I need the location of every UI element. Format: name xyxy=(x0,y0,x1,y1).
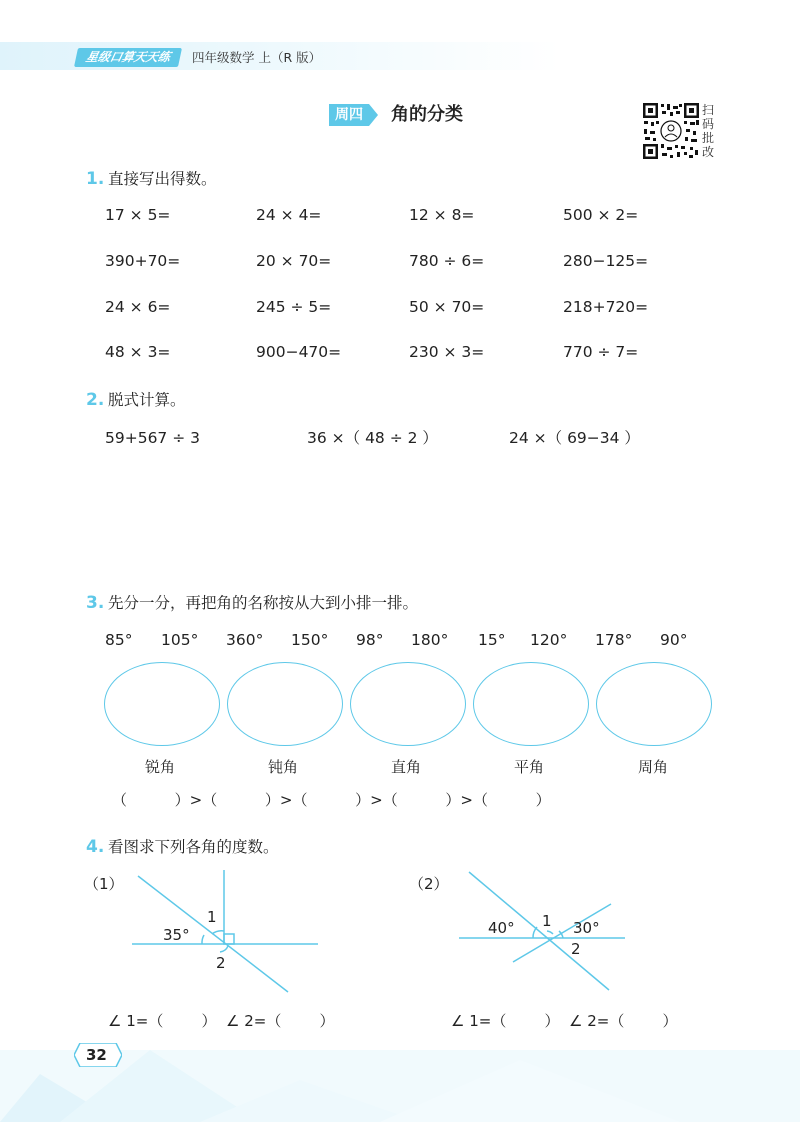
q1-item: 24 × 4= xyxy=(256,206,322,224)
q1-item: 245 ÷ 5= xyxy=(256,298,332,316)
angle-degree: 120° xyxy=(530,631,568,649)
q1-item: 500 × 2= xyxy=(563,206,639,224)
angle-degree: 85° xyxy=(105,631,133,649)
category-label: 锐角 xyxy=(145,758,176,776)
q1-item: 900−470= xyxy=(256,343,342,361)
category-label: 钝角 xyxy=(268,758,299,776)
angle-degree: 15° xyxy=(478,631,506,649)
q1-item: 218+720= xyxy=(563,298,649,316)
full-angle-area[interactable] xyxy=(596,662,712,746)
angle-degree: 180° xyxy=(411,631,449,649)
day-badge-arrow xyxy=(369,104,378,126)
lesson-title: 角的分类 xyxy=(391,104,463,125)
category-label: 直角 xyxy=(391,758,422,776)
q1-item: 20 × 70= xyxy=(256,252,332,270)
figure-1-angle-1-mark: 1 xyxy=(207,908,217,926)
q2-expression: 24 ×（ 69−34 ） xyxy=(509,429,640,447)
acute-angle-area[interactable] xyxy=(104,662,220,746)
right-angle-area[interactable] xyxy=(350,662,466,746)
figure-2-right-angle: 30° xyxy=(573,919,600,937)
q1-item: 780 ÷ 6= xyxy=(409,252,485,270)
q2-expression: 59+567 ÷ 3 xyxy=(105,429,200,447)
category-label: 平角 xyxy=(514,758,545,776)
figure-1-diagram xyxy=(120,868,330,996)
question-3-number: 3. xyxy=(86,593,105,613)
figure-2-label: （2） xyxy=(409,875,449,893)
q1-item: 280−125= xyxy=(563,252,649,270)
question-2-text: 脱式计算。 xyxy=(108,391,186,409)
figure-1-label: （1） xyxy=(84,875,124,893)
q1-item: 12 × 8= xyxy=(409,206,475,224)
q1-item: 48 × 3= xyxy=(105,343,171,361)
straight-angle-area[interactable] xyxy=(473,662,589,746)
q1-item: 24 × 6= xyxy=(105,298,171,316)
obtuse-angle-area[interactable] xyxy=(227,662,343,746)
scan-to-grade-label: 扫码批改 xyxy=(702,103,715,159)
book-subtitle: 四年级数学 上（R 版） xyxy=(192,50,322,65)
figure-1-angle-2-mark: 2 xyxy=(216,954,226,972)
order-answer-line[interactable]: （ ）>（ ）>（ ）>（ ）>（ ） xyxy=(112,791,551,809)
page-number: 32 xyxy=(86,1046,107,1064)
q2-expression: 36 ×（ 48 ÷ 2 ） xyxy=(307,429,438,447)
qr-code-icon[interactable] xyxy=(642,102,700,160)
q1-item: 770 ÷ 7= xyxy=(563,343,639,361)
angle-degree: 90° xyxy=(660,631,688,649)
question-2-number: 2. xyxy=(86,390,105,410)
question-4-number: 4. xyxy=(86,837,105,857)
figure-2-diagram xyxy=(455,868,635,996)
q1-item: 390+70= xyxy=(105,252,181,270)
day-badge: 周四 xyxy=(329,104,369,126)
figure-1-known-angle: 35° xyxy=(163,926,190,944)
figure-2-angle-2-mark: 2 xyxy=(571,940,581,958)
question-3-text: 先分一分，再把角的名称按从大到小排一排。 xyxy=(108,594,419,612)
angle-degree: 98° xyxy=(356,631,384,649)
question-1-text: 直接写出得数。 xyxy=(108,170,217,188)
angle-degree: 360° xyxy=(226,631,264,649)
angle-degree: 178° xyxy=(595,631,633,649)
q1-item: 230 × 3= xyxy=(409,343,485,361)
figure-2-answer-line[interactable]: ∠ 1=（ ） ∠ 2=（ ） xyxy=(451,1012,678,1030)
question-1-number: 1. xyxy=(86,169,105,189)
figure-2-angle-1-mark: 1 xyxy=(542,912,552,930)
figure-2-left-angle: 40° xyxy=(488,919,515,937)
question-4-text: 看图求下列各角的度数。 xyxy=(108,838,279,856)
q1-item: 50 × 70= xyxy=(409,298,485,316)
angle-degree: 150° xyxy=(291,631,329,649)
angle-degree: 105° xyxy=(161,631,199,649)
book-title: 星级口算天天练 xyxy=(74,48,182,67)
category-label: 周角 xyxy=(638,758,669,776)
q1-item: 17 × 5= xyxy=(105,206,171,224)
figure-1-answer-line[interactable]: ∠ 1=（ ） ∠ 2=（ ） xyxy=(108,1012,335,1030)
